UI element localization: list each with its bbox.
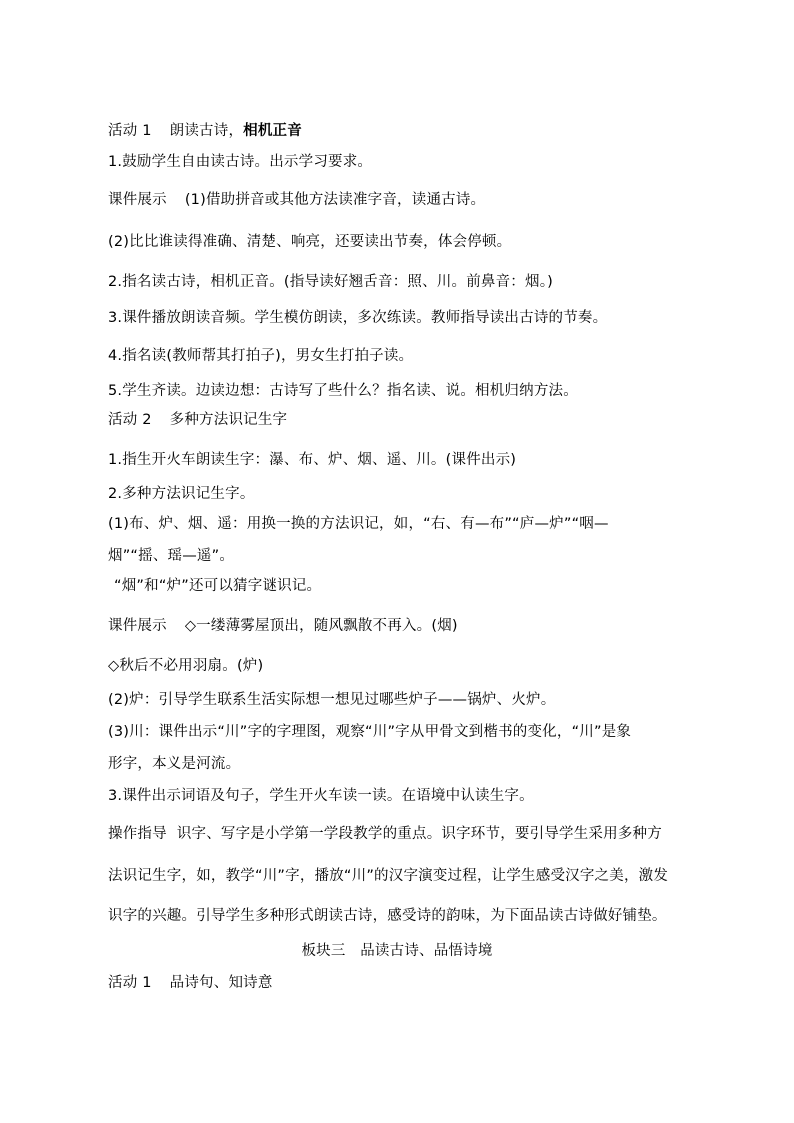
courseware-display-line	[108, 190, 728, 210]
paragraph-line: 4.指名读(教师帮其打拍子)，男女生打拍子读。	[108, 348, 414, 364]
operation-guide-text: 识字、写字是小学第一学段教学的重点。识字环节，要引导学生采用多种方	[176, 826, 662, 842]
paragraph-line: 2.指名读古诗，相机正音。(指导读好翘舌音：照、川。前鼻音：烟。)	[108, 274, 553, 290]
paragraph-line: 1.鼓励学生自由读古诗。出示学习要求。	[108, 154, 373, 170]
activity-title-part: 朗读古诗，	[169, 123, 244, 139]
courseware-text: ◇一缕薄雾屋顶出，随风飘散不再入。(烟)	[184, 618, 458, 634]
paragraph-line: 5.学生齐读。边读边想：古诗写了些什么？指名读、说。相机归纳方法。	[108, 383, 578, 399]
activity-title-part: 多种方法识记生字	[169, 412, 288, 428]
activity-label: 活动 1	[108, 975, 152, 991]
courseware-label: 课件展示	[108, 192, 167, 208]
paragraph-line: 2.多种方法识记生字。	[108, 486, 255, 502]
paragraph-line: ◇秋后不必用羽扇。(炉)	[108, 658, 264, 674]
operation-guide-line	[108, 824, 728, 844]
activity-title-part: 品诗句、知诗意	[169, 975, 273, 991]
paragraph-line: (2)比比谁读得准确、清楚、响亮，还要读出节奏，体会停顿。	[108, 234, 512, 250]
courseware-text: (1)借助拼音或其他方法读准字音，读通古诗。	[184, 192, 486, 208]
courseware-label: 课件展示	[108, 618, 167, 634]
activity-1-heading	[108, 121, 728, 141]
paragraph-line: 形字，本义是河流。	[108, 756, 241, 772]
paragraph-line: 3.课件出示词语及句子，学生开火车读一读。在语境中认读生字。	[108, 788, 534, 804]
courseware-display-line	[108, 616, 728, 636]
paragraph-line: 烟”“摇、瑶—遥”。	[108, 548, 235, 564]
paragraph-line: 法识记生字，如，教学“川”字，播放“川”的汉字演变过程，让学生感受汉字之美，激发	[108, 868, 669, 884]
paragraph-line: (1)布、炉、烟、遥：用换一换的方法识记，如，“右、有—布”“庐—炉”“咽—	[108, 516, 609, 532]
paragraph-line: (3)川：课件出示“川”字的字理图，观察“川”字从甲骨文到楷书的变化，“川”是象	[108, 724, 632, 740]
paragraph-line: 1.指生开火车朗读生字：瀑、布、炉、烟、遥、川。(课件出示)	[108, 452, 517, 468]
activity-label: 活动 2	[108, 412, 152, 428]
activity-label: 活动 1	[108, 123, 152, 139]
paragraph-line: 识字的兴趣。引导学生多种形式朗读古诗，感受诗的韵味，为下面品读古诗做好铺垫。	[108, 908, 667, 924]
section-heading: 板块三 品读古诗、品悟诗境	[301, 943, 493, 959]
activity-3-heading	[108, 973, 728, 993]
activity-title-bold: 相机正音	[243, 123, 302, 139]
paragraph-line: 3.课件播放朗读音频。学生模仿朗读，多次练读。教师指导读出古诗的节奏。	[108, 310, 608, 326]
paragraph-line: “烟”和“炉”还可以猜字谜识记。	[114, 578, 322, 594]
activity-2-heading	[108, 410, 728, 430]
paragraph-line: (2)炉：引导学生联系生活实际想一想见过哪些炉子——锅炉、火炉。	[108, 692, 556, 708]
operation-guide-label: 操作指导	[108, 826, 167, 842]
